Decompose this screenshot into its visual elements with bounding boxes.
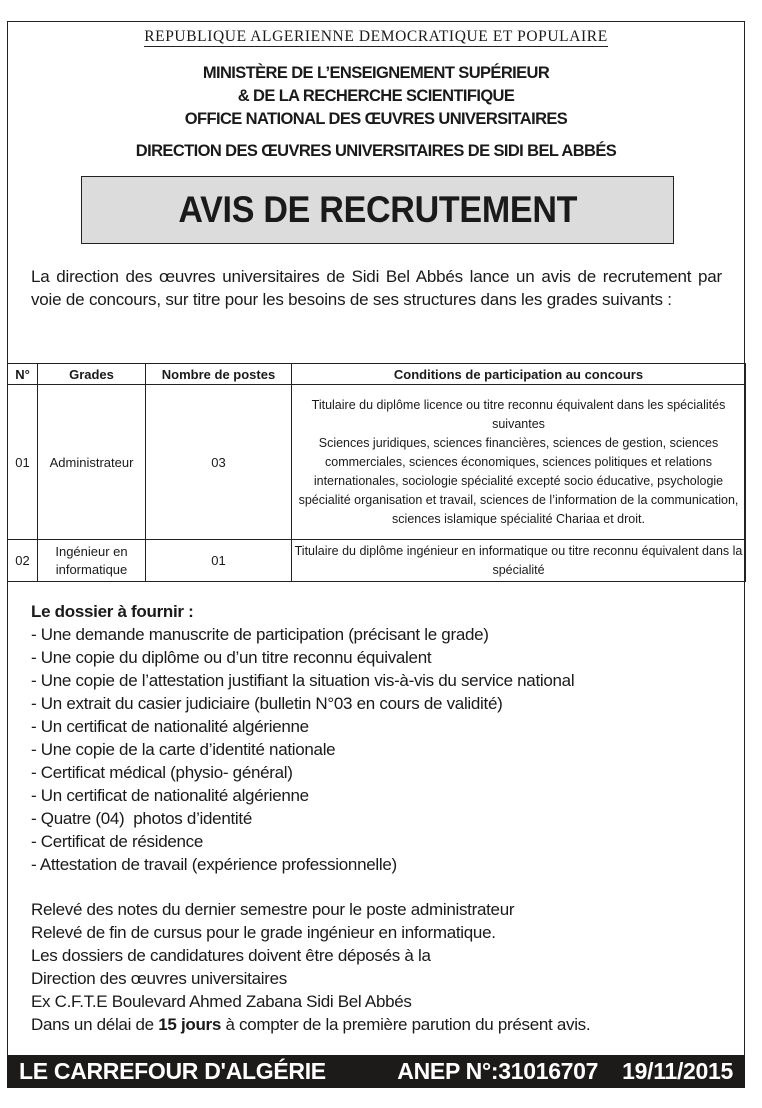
dossier-section bbox=[31, 600, 574, 876]
row-conditions bbox=[292, 540, 746, 582]
intro-paragraph: La direction des œuvres universitaires de Sidi Bel Abbés lance un avis de recrutement par voie de concours, sur titre pour les besoins de ses structures dans les grades suivants : bbox=[31, 267, 722, 309]
condition-text: Sciences juridiques, sciences financières, sciences de gestion, sciences commerciales, sciences économiques, sciences politiques et relations internationales, sociologie spécialité excepté socio éducative, psychologie spécialité organisation et travail, sciences de l’information de la communication, sciences islamique spécialité Chariaa et droit. bbox=[298, 435, 739, 526]
dossier-item: - Une copie de l’attestation justifiant la situation vis-à-vis du service national bbox=[31, 671, 575, 690]
dossier-item: - Attestation de travail (expérience professionnelle) bbox=[31, 855, 397, 874]
dossier-item: - Quatre (04) photos d’identité bbox=[31, 809, 252, 828]
note-line: Direction des œuvres universitaires bbox=[31, 969, 287, 988]
dossier-item: - Une demande manuscrite de participation (précisant le grade) bbox=[31, 625, 489, 644]
page-title: AVIS DE RECRUTEMENT bbox=[178, 189, 577, 230]
table-header-row bbox=[8, 364, 746, 385]
column-header-posts: Nombre de postes bbox=[146, 364, 292, 385]
ministry-line: & DE LA RECHERCHE SCIENTIFIQUE bbox=[237, 87, 515, 105]
dossier-item: - Certificat médical (physio- général) bbox=[31, 763, 293, 782]
dossier-item: - Un extrait du casier judiciaire (bulletin N°03 en cours de validité) bbox=[31, 694, 503, 713]
note-line: Relevé de fin de cursus pour le grade ingénieur en informatique. bbox=[31, 923, 496, 942]
title-banner bbox=[81, 176, 674, 244]
row-number: 02 bbox=[8, 540, 38, 582]
note-line: Les dossiers de candidatures doivent être déposés à la bbox=[31, 946, 431, 965]
condition-text: Titulaire du diplôme licence ou titre reconnu équivalent dans les spécialités suivantes bbox=[311, 397, 726, 431]
note-line: Ex C.F.T.E Boulevard Ahmed Zabana Sidi Bel Abbés bbox=[31, 992, 412, 1011]
publication-name: LE CARREFOUR D'ALGÉRIE bbox=[19, 1058, 326, 1084]
condition-text: Titulaire du diplôme ingénieur en informatique ou titre reconnu équivalent dans la spécialité bbox=[294, 543, 743, 577]
deadline-duration: 15 jours bbox=[158, 1015, 222, 1034]
note-line: Relevé des notes du dernier semestre pour le poste administrateur bbox=[31, 900, 515, 919]
row-number: 01 bbox=[8, 385, 38, 540]
ministry-heading bbox=[8, 62, 744, 131]
notes-section bbox=[31, 898, 590, 1036]
ministry-line: OFFICE NATIONAL DES ŒUVRES UNIVERSITAIRES bbox=[184, 110, 568, 128]
notice-frame bbox=[7, 21, 745, 1055]
republic-heading bbox=[8, 28, 744, 46]
deadline-suffix: à compter de la première parution du présent avis. bbox=[221, 1015, 591, 1034]
grades-table bbox=[7, 363, 746, 582]
publication-date: 19/11/2015 bbox=[622, 1058, 733, 1084]
row-posts: 03 bbox=[146, 385, 292, 540]
footer-bar bbox=[7, 1055, 745, 1088]
row-posts: 01 bbox=[146, 540, 292, 582]
dossier-item: - Une copie du diplôme ou d’un titre reconnu équivalent bbox=[31, 648, 432, 667]
row-grade: Ingénieur en informatique bbox=[38, 540, 146, 582]
dossier-heading: Le dossier à fournir : bbox=[31, 602, 194, 621]
dossier-item: - Certificat de résidence bbox=[31, 832, 204, 851]
deadline-prefix: Dans un délai de bbox=[31, 1015, 159, 1034]
anep-number: ANEP N°:31016707 bbox=[397, 1058, 599, 1084]
direction-heading: DIRECTION DES ŒUVRES UNIVERSITAIRES DE SIDI BEL ABBÉS bbox=[135, 142, 617, 160]
dossier-item: - Un certificat de nationalité algérienne bbox=[31, 717, 309, 736]
column-header-number: N° bbox=[8, 364, 38, 385]
table-row bbox=[8, 385, 746, 540]
column-header-grades: Grades bbox=[38, 364, 146, 385]
table-row bbox=[8, 540, 746, 582]
column-header-conditions: Conditions de participation au concours bbox=[292, 364, 746, 385]
republic-text: REPUBLIQUE ALGERIENNE DEMOCRATIQUE ET POPULAIRE bbox=[144, 28, 608, 45]
dossier-item: - Une copie de la carte d’identité nationale bbox=[31, 740, 336, 759]
deadline-line bbox=[31, 1013, 590, 1036]
row-grade: Administrateur bbox=[38, 385, 146, 540]
row-conditions bbox=[292, 385, 746, 540]
dossier-item: - Un certificat de nationalité algérienne bbox=[31, 786, 309, 805]
ministry-line: MINISTÈRE DE L’ENSEIGNEMENT SUPÉRIEUR bbox=[202, 64, 550, 82]
